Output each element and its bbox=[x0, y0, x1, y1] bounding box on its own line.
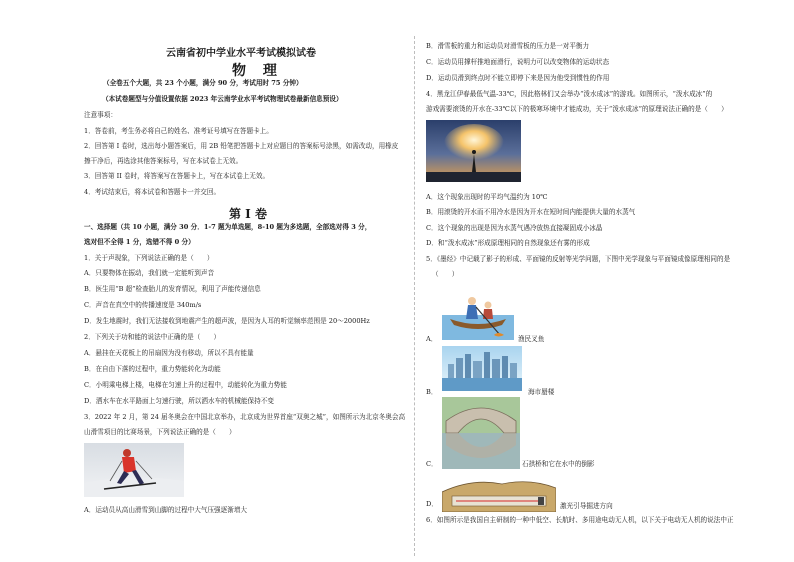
fishing-spear-image bbox=[442, 285, 514, 340]
question-stem: 1．关于声现象，下列说法正确的是（ ） bbox=[84, 254, 214, 262]
note-item: 4．考试结束后，将本试卷和答题卡一并交回。 bbox=[84, 188, 221, 196]
option-caption: 石拱桥和它在水中的倒影 bbox=[522, 460, 595, 468]
option-letter: A． bbox=[426, 335, 438, 343]
answer-option: C．运动员用撑杆推地面滑行，说明力可以改变物体的运动状态 bbox=[426, 58, 610, 66]
answer-option: D．和“泼水成冰”形成原理相同的自然现象还有雾的形成 bbox=[426, 239, 590, 247]
option-letter: C． bbox=[426, 460, 438, 468]
exam-source-note: （本试卷题型与分值设置依据 2023 年云南学业水平考试物理试卷最新信息预设） bbox=[102, 95, 343, 103]
option-caption: 渔民叉鱼 bbox=[518, 335, 545, 343]
notes-heading: 注意事项： bbox=[84, 111, 117, 119]
answer-option: C．这个现象的出现是因为水蒸气遇冷放热直接凝固成小冰晶 bbox=[426, 224, 603, 232]
exam-title: 云南省初中学业水平考试模拟试卷 bbox=[166, 48, 316, 59]
answer-option: D．发生地震时，我们无法接收到地震产生的超声波，是因为人耳的听觉频率范围是 20～2000Hz bbox=[84, 317, 370, 325]
skier-image bbox=[84, 443, 184, 497]
arch-bridge-reflection-image bbox=[442, 397, 520, 469]
option-caption: 激光引导掘进方向 bbox=[560, 502, 613, 510]
note-item: 3．回答第 II 卷时，将答案写在答题卡上，写在本试卷上无效。 bbox=[84, 172, 270, 180]
answer-option: D．运动员滑到终点时不能立即停下来是因为他受到惯性的作用 bbox=[426, 74, 610, 82]
question-stem: 山滑雪项目的比赛场景，下列说法正确的是（ ） bbox=[84, 428, 236, 436]
section-instruction: 选对但不全得 1 分，选错不得 0 分） bbox=[84, 238, 195, 246]
question-stem: 游戏需要滚烫的开水在-33℃以下的极寒环境中才能成功，关于“泼水成冰”的原理说法正确的是（ ） bbox=[426, 105, 728, 113]
answer-option: A．这个现象出现时的平均气温约为 10℃ bbox=[426, 193, 548, 201]
column-divider bbox=[414, 36, 415, 556]
question-stem: 2．下列关于功和能的说法中正确的是（ ） bbox=[84, 333, 221, 341]
answer-option: A．运动员从高山滑雪到山脚的过程中大气压强逐渐增大 bbox=[84, 506, 248, 514]
section-title: 第 I 卷 bbox=[229, 207, 267, 221]
option-letter: B． bbox=[426, 388, 438, 396]
option-letter: D． bbox=[426, 500, 438, 508]
answer-option: C．声音在真空中的传播速度是 340m/s bbox=[84, 301, 202, 309]
answer-option: B．滑雪板的重力和运动员对滑雪板的压力是一对平衡力 bbox=[426, 42, 590, 50]
subject-title: 物 理 bbox=[232, 63, 283, 79]
note-item: 擦干净后，再选涂其他答案标号，写在本试卷上无效。 bbox=[84, 157, 243, 165]
laser-tunneling-image bbox=[442, 474, 556, 512]
boiling-water-splash-image bbox=[426, 120, 521, 182]
note-item: 2．回答第 I 卷时，选出每小题答案后，用 2B 铅笔把答题卡上对应题目的答案标号涂黑，如需改动，用橡皮 bbox=[84, 142, 399, 150]
exam-meta: （全卷五个大题，共 23 个小题，满分 90 分，考试用时 75 分钟） bbox=[103, 79, 303, 87]
mirage-image bbox=[442, 346, 522, 391]
answer-option: C．小明乘电梯上楼，电梯在匀速上升的过程中，动能转化为重力势能 bbox=[84, 381, 287, 389]
question-stem: （ ） bbox=[432, 270, 459, 278]
question-stem: 4．黑龙江伊春最低气温-33℃，因此格林们又会举办“泼水成冰”的游戏。如图所示，“泼水成冰”的 bbox=[426, 90, 713, 98]
answer-option: B．用滚烫的开水而不用冷水是因为开水在短时间内能提供大量的水蒸气 bbox=[426, 208, 636, 216]
answer-option: B．医生用“B 超”检查胎儿的发育情况，利用了声能传递信息 bbox=[84, 285, 261, 293]
note-item: 1．答卷前，考生务必将自己的姓名、准考证号填写在答题卡上。 bbox=[84, 127, 273, 135]
answer-option: D．洒水车在水平路面上匀速行驶，所以洒水车的机械能保持不变 bbox=[84, 397, 274, 405]
question-stem: 3．2022 年 2 月，第 24 届冬奥会在中国北京举办，北京成为世界首座“双奥之城”，如图所示为北京冬奥会高 bbox=[84, 413, 406, 421]
answer-option: A．悬挂在天花板上的吊扇因为没有移动，所以不具有能量 bbox=[84, 349, 254, 357]
section-instruction: 一、选择题（共 10 小题，满分 30 分．1-7 题为单选题，8-10 题为多选题，全部选对得 3 分， bbox=[84, 223, 372, 231]
question-stem: 6．如图所示是我国自主研制的一种中低空、长航时、多用途电动无人机，以下关于电动无人机的说法中正 bbox=[426, 516, 734, 524]
answer-option: A．只要物体在振动，我们就一定能听到声音 bbox=[84, 269, 215, 277]
option-caption: 海市蜃楼 bbox=[528, 388, 555, 396]
question-stem: 5．《墨经》中记载了影子的形成、平面镜的反射等光学问题，下图中光学现象与平面镜成像原理相同的是 bbox=[426, 255, 731, 263]
answer-option: B．在自由下落的过程中，重力势能转化为动能 bbox=[84, 365, 221, 373]
